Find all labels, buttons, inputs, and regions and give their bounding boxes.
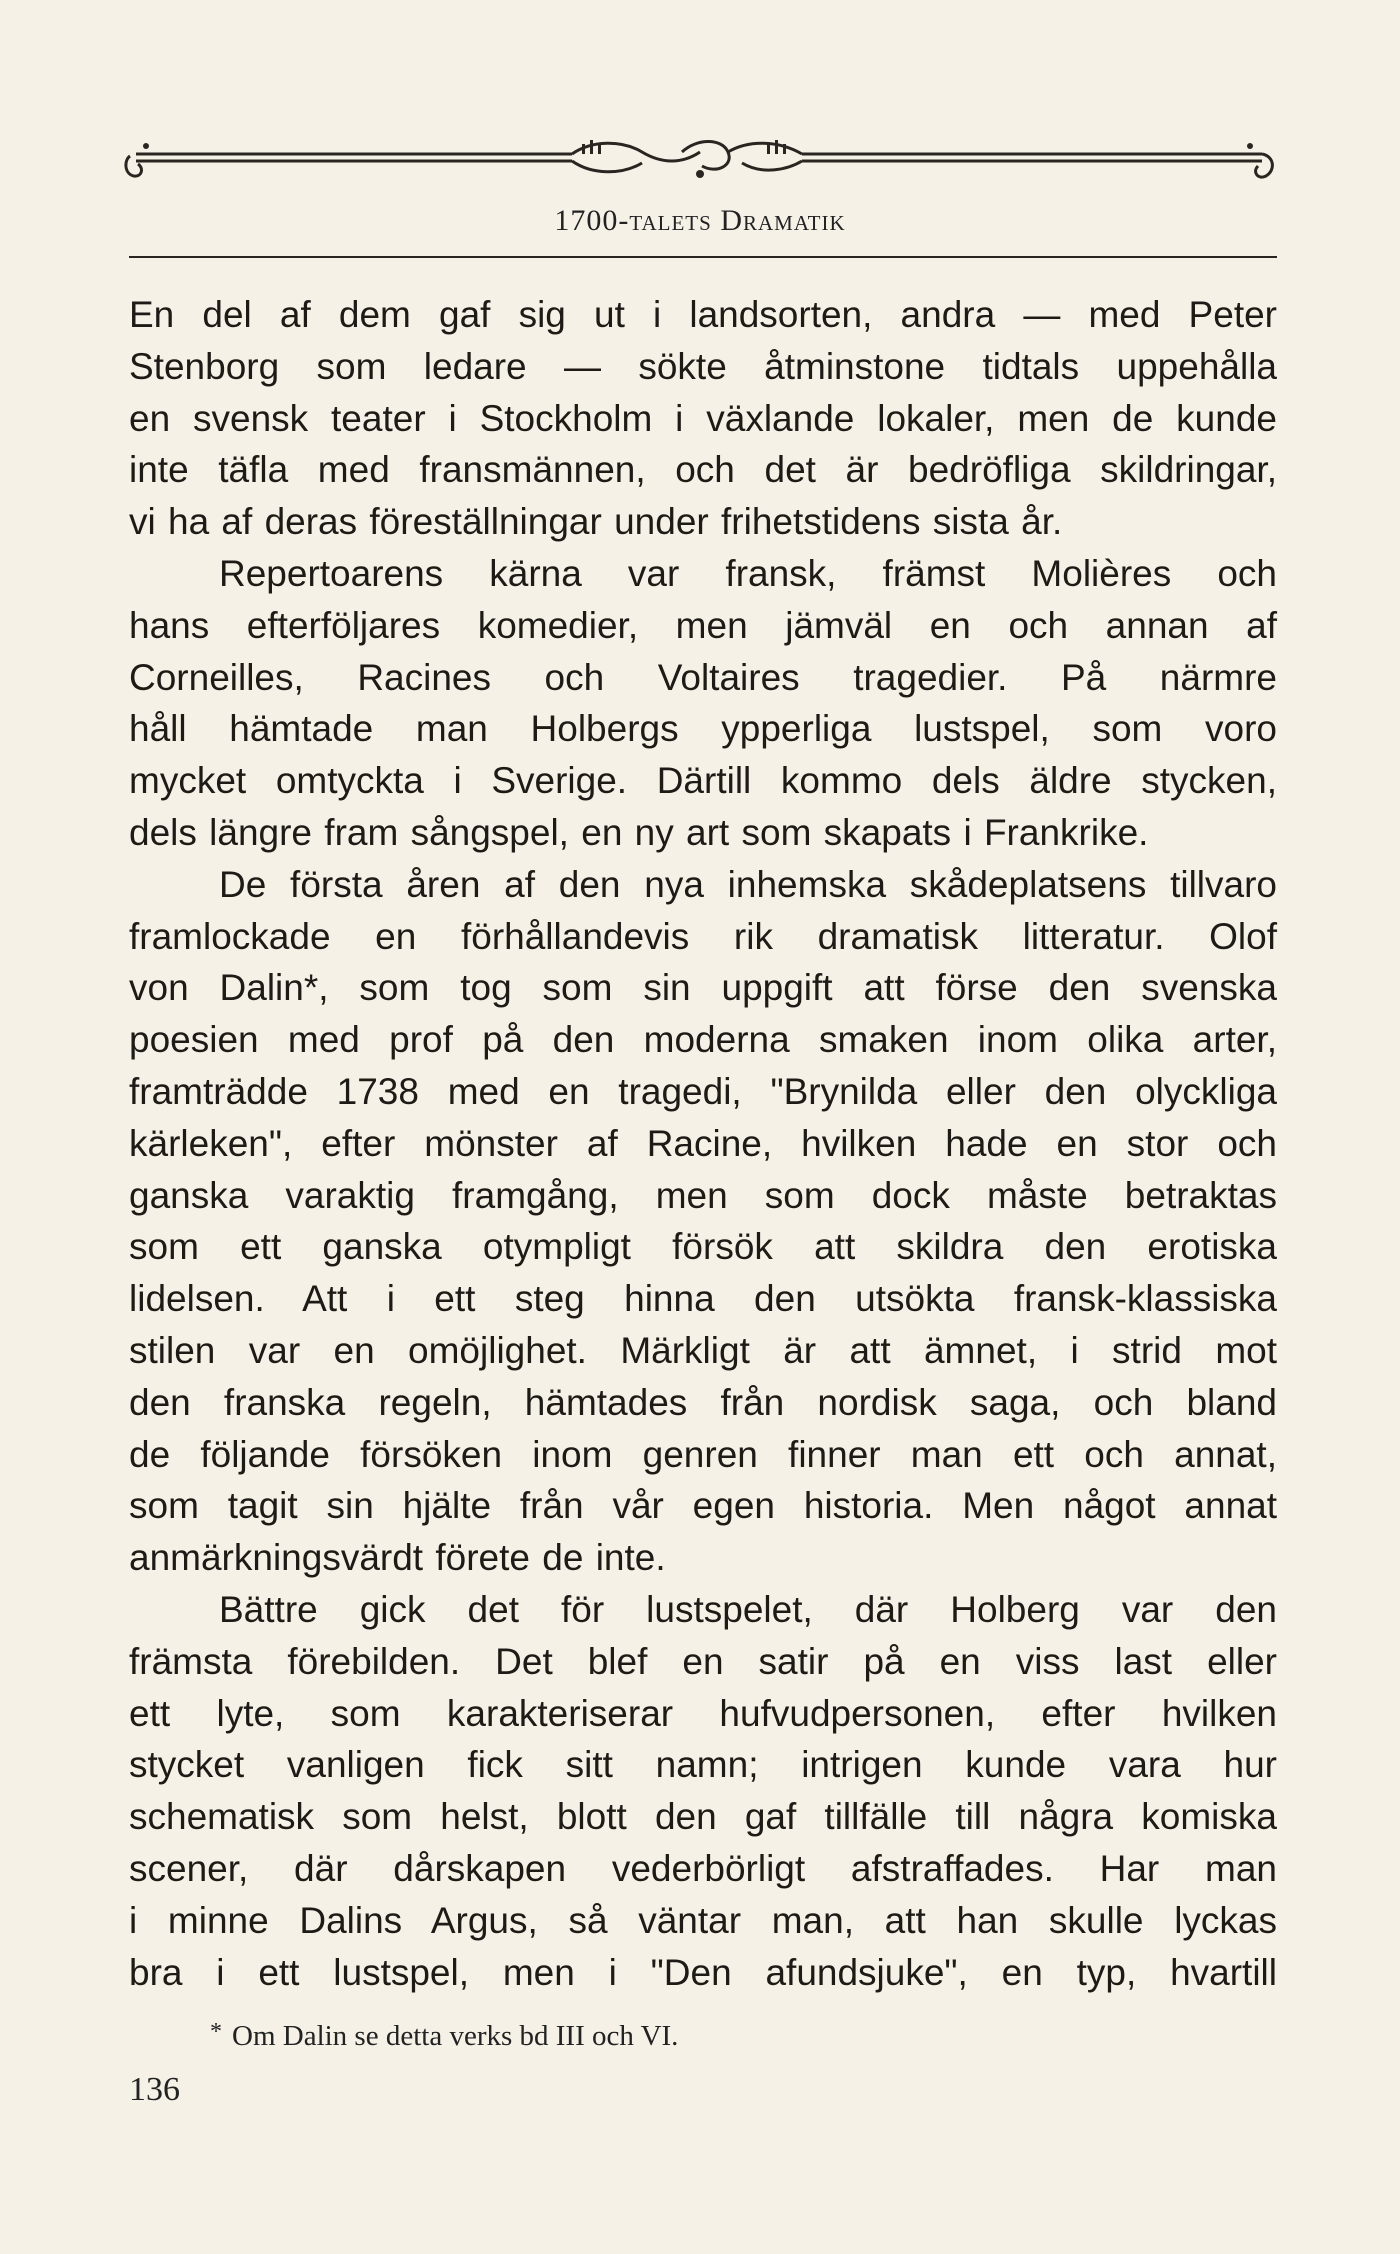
body-text	[129, 289, 1277, 1998]
text-line: Bättre gick det för lustspelet, där Holberg var den	[219, 1588, 1277, 1630]
text-line: dels längre fram sångspel, en ny art som skapats i Frankrike.	[129, 811, 1149, 853]
text-line: den franska regeln, hämtades från nordisk saga, och bland	[129, 1381, 1277, 1423]
text-line: scener, där dårskapen vederbörligt afstraffades. Har man	[129, 1847, 1277, 1889]
footnote	[210, 2019, 678, 2053]
text-line: stycket vanligen fick sitt namn; intrigen kunde vara hur	[129, 1744, 1277, 1786]
text-line: hans efterföljares komedier, men jämväl en och annan af	[129, 604, 1277, 646]
text-line: von Dalin*, som tog som sin uppgift att förse den svenska	[129, 967, 1277, 1009]
text-line: poesien med prof på den moderna smaken inom olika arter,	[129, 1019, 1277, 1061]
text-line: De första åren af den nya inhemska skådeplatsens tillvaro	[219, 863, 1277, 905]
text-line: framträdde 1738 med en tragedi, "Brynilda eller den olyckliga	[129, 1070, 1277, 1112]
text-line: mycket omtyckta i Sverige. Därtill kommo dels äldre stycken,	[129, 760, 1277, 802]
text-line: framlockade en förhållandevis rik dramatisk litteratur. Olof	[129, 915, 1277, 957]
text-line: som tagit sin hjälte från vår egen historia. Men något annat	[129, 1485, 1277, 1527]
paragraph-2	[129, 548, 1277, 859]
header-rule	[129, 256, 1277, 258]
text-line: stilen var en omöjlighet. Märkligt är att ämnet, i strid mot	[129, 1329, 1277, 1371]
text-line: Corneilles, Racines och Voltaires tragedier. På närmre	[129, 656, 1277, 698]
paragraph-3	[129, 859, 1277, 1584]
header-word-dramatik: Dramatik	[720, 204, 846, 237]
text-line: bra i ett lustspel, men i "Den afundsjuke", en typ, hvartill	[129, 1951, 1277, 1993]
text-line: inte täfla med fransmännen, och det är bedröfliga skildringar,	[129, 449, 1277, 491]
text-line: en svensk teater i Stockholm i växlande lokaler, men de kunde	[129, 397, 1277, 439]
text-line: Stenborg som ledare — sökte åtminstone tidtals uppehålla	[129, 345, 1277, 387]
header-number: 1700-	[554, 204, 630, 237]
running-header	[0, 204, 1400, 238]
text-line: schematisk som helst, blott den gaf tillfälle till några komiska	[129, 1796, 1277, 1838]
text-line: kärleken", efter mönster af Racine, hvilken hade en stor och	[129, 1122, 1277, 1164]
paragraph-1	[129, 289, 1277, 548]
text-line: som ett ganska otympligt försök att skildra den erotiska	[129, 1226, 1277, 1268]
text-line: främsta förebilden. Det blef en satir på en viss last eller	[129, 1640, 1277, 1682]
text-line: Repertoarens kärna var fransk, främst Molières och	[219, 552, 1277, 594]
text-line: En del af dem gaf sig ut i landsorten, andra — med Peter	[129, 294, 1277, 335]
text-line: ett lyte, som karakteriserar hufvudpersonen, efter hvilken	[129, 1692, 1277, 1734]
header-ornament	[122, 130, 1278, 200]
paragraph-4	[129, 1584, 1277, 1998]
footnote-text: Om Dalin se detta verks bd III och VI.	[232, 2020, 679, 2052]
text-line: håll hämtade man Holbergs ypperliga lustspel, som voro	[129, 708, 1277, 750]
text-line: vi ha af deras föreställningar under frihetstidens sista år.	[129, 501, 1063, 543]
text-line: anmärkningsvärdt förete de inte.	[129, 1537, 666, 1579]
header-word-talets: talets	[629, 204, 712, 237]
page-number: 136	[129, 2071, 180, 2108]
text-line: de följande försöken inom genren finner man ett och annat,	[129, 1433, 1277, 1475]
footnote-marker: *	[210, 2019, 222, 2045]
text-line: ganska varaktig framgång, men som dock måste betraktas	[129, 1174, 1277, 1216]
text-line: i minne Dalins Argus, så väntar man, att han skulle lyckas	[129, 1899, 1277, 1941]
text-line: lidelsen. Att i ett steg hinna den utsökta fransk-klassiska	[129, 1278, 1277, 1320]
